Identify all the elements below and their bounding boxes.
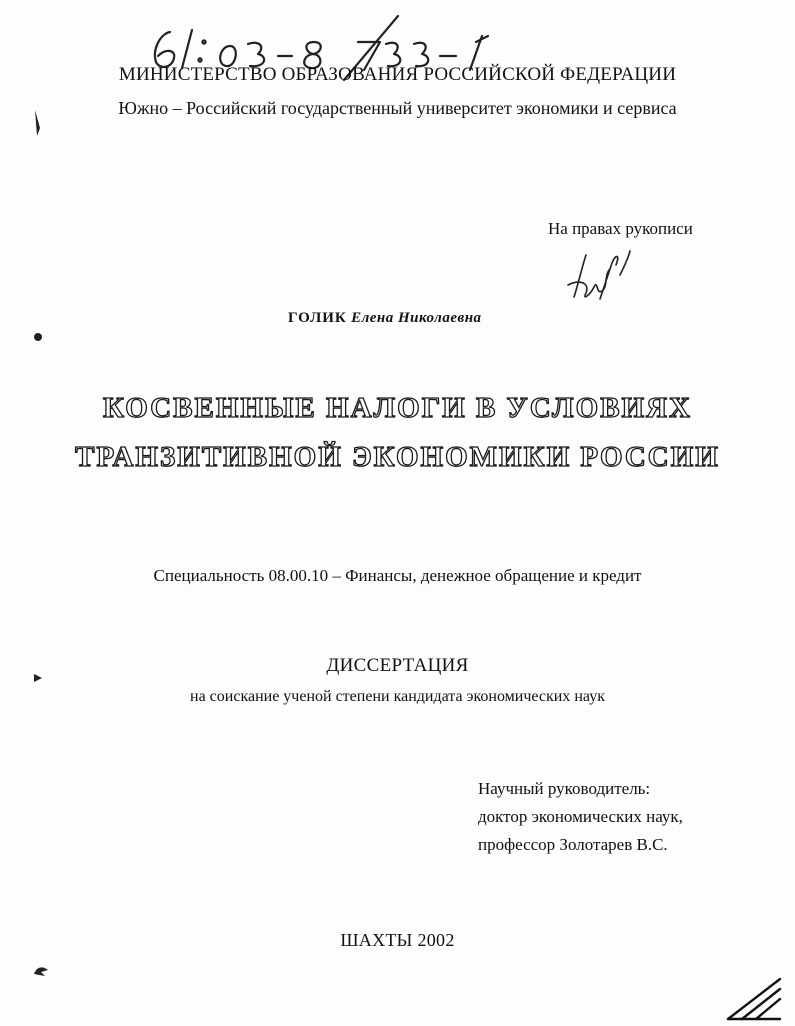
university-name: Южно – Российский государственный университет экономики и сервиса bbox=[118, 98, 677, 118]
advisor-label: Научный руководитель: bbox=[478, 779, 651, 798]
advisor-block bbox=[478, 775, 683, 859]
specialty-line: Специальность 08.00.10 – Финансы, денежное обращение и кредит bbox=[153, 566, 642, 585]
dissertation-title-line-2: ТРАНЗИТИВНОЙ ЭКОНОМИКИ РОССИИ bbox=[75, 441, 720, 473]
binding-hole-icon bbox=[33, 964, 49, 978]
author-name bbox=[288, 310, 482, 327]
advisor-degree: доктор экономических наук, bbox=[478, 807, 683, 826]
advisor-name: профессор Золотарев В.С. bbox=[478, 835, 668, 854]
work-type-heading: ДИССЕРТАЦИЯ bbox=[326, 655, 469, 676]
corner-stamp-icon bbox=[722, 975, 784, 1023]
degree-line: на соискание ученой степени кандидата экономических наук bbox=[190, 688, 605, 705]
dissertation-title-line-1: КОСВЕННЫЕ НАЛОГИ В УСЛОВИЯХ bbox=[103, 392, 692, 424]
manuscript-note: На правах рукописи bbox=[548, 219, 693, 238]
binding-hole-icon bbox=[33, 671, 43, 685]
place-year: ШАХТЫ 2002 bbox=[340, 930, 455, 950]
author-surname: ГОЛИК bbox=[288, 310, 347, 326]
signature bbox=[560, 245, 640, 307]
author-given-names: Елена Николаевна bbox=[351, 310, 482, 326]
binding-hole-icon bbox=[33, 330, 43, 344]
ministry-heading: МИНИСТЕРСТВО ОБРАЗОВАНИЯ РОССИЙСКОЙ ФЕДЕРАЦИИ bbox=[118, 64, 677, 85]
binding-mark-icon bbox=[32, 108, 42, 138]
